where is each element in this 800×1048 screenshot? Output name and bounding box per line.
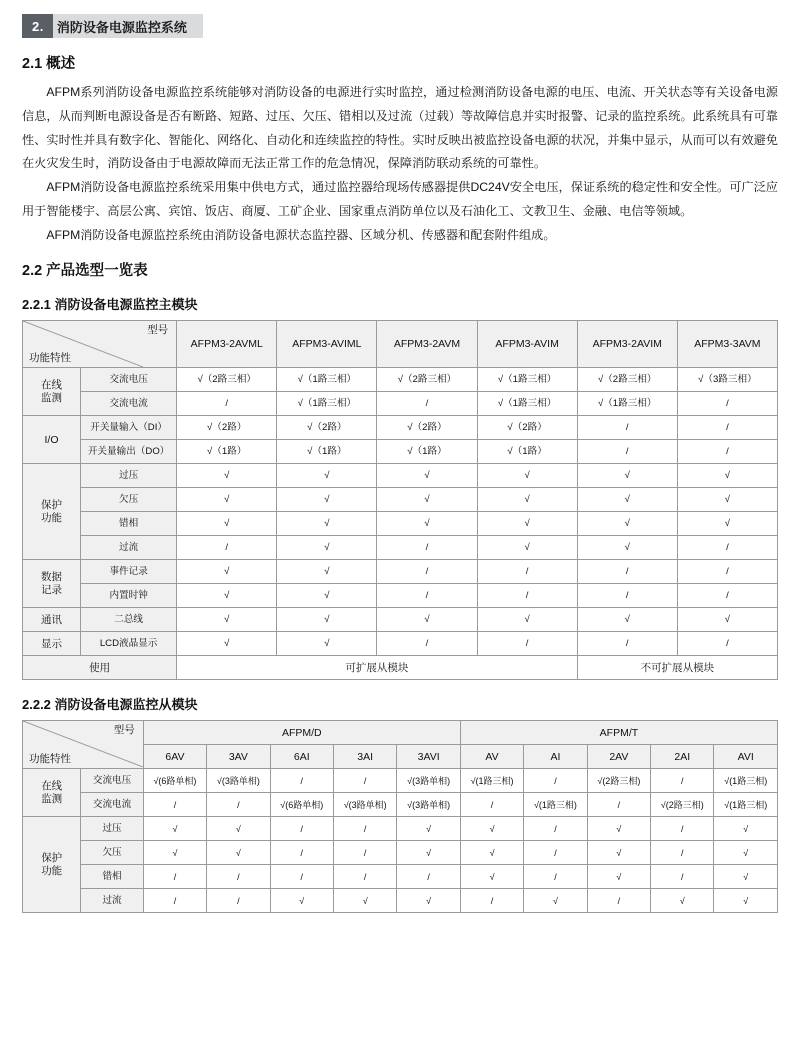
feature-value: √ (714, 889, 778, 913)
usage-value-left: 可扩展从模块 (177, 656, 578, 680)
feature-value: / (207, 889, 270, 913)
feature-value: / (524, 841, 587, 865)
table-row (23, 560, 778, 584)
model-column-header: 3AVI (397, 745, 460, 769)
feature-value: / (524, 865, 587, 889)
feature-label: 交流电压 (81, 368, 177, 392)
selection-heading: 2.2 产品选型一览表 (22, 263, 148, 280)
feature-value: √ (397, 841, 460, 865)
feature-value: √(2路三相) (651, 793, 714, 817)
feature-value: √ (207, 841, 270, 865)
feature-value: √ (277, 560, 377, 584)
feature-label: 过流 (81, 536, 177, 560)
feature-label: 欠压 (81, 841, 143, 865)
table-footer-row (23, 656, 778, 680)
feature-group-label: 在线 监测 (23, 769, 81, 817)
feature-label: LCD液晶显示 (81, 632, 177, 656)
feature-value: √ (460, 865, 523, 889)
feature-value: / (587, 793, 650, 817)
table-row (23, 608, 778, 632)
feature-value: √（2路三相） (577, 368, 677, 392)
feature-label: 欠压 (81, 488, 177, 512)
feature-value: √ (377, 488, 477, 512)
feature-value: / (677, 392, 777, 416)
model-column-header: 6AV (143, 745, 206, 769)
feature-value: √(6路单相) (143, 769, 206, 793)
feature-value: √（1路三相） (577, 392, 677, 416)
feature-value: / (577, 560, 677, 584)
feature-value: √ (651, 889, 714, 913)
feature-value: / (460, 793, 523, 817)
feature-value: / (377, 584, 477, 608)
feature-value: / (477, 560, 577, 584)
feature-value: √（1路） (177, 440, 277, 464)
feature-value: / (524, 769, 587, 793)
feature-label: 开关量输入（DI） (81, 416, 177, 440)
feature-value: √ (377, 512, 477, 536)
feature-value: √ (677, 488, 777, 512)
overview-heading: 2.1 概述 (22, 56, 76, 72)
family-header: AFPM/T (460, 721, 777, 745)
family-header: AFPM/D (143, 721, 460, 745)
table-row (23, 392, 778, 416)
feature-value: √(1路三相) (460, 769, 523, 793)
feature-value: / (677, 440, 777, 464)
main-module-table (22, 320, 778, 680)
feature-value: / (651, 817, 714, 841)
table-row (23, 488, 778, 512)
feature-value: / (270, 865, 333, 889)
feature-label: 错相 (81, 865, 143, 889)
table-header-row (23, 321, 778, 368)
table-row (23, 817, 778, 841)
feature-value: / (651, 865, 714, 889)
feature-value: √ (587, 841, 650, 865)
feature-value: √ (460, 841, 523, 865)
table-row (23, 889, 778, 913)
model-column-header: AFPM3-AVIM (477, 321, 577, 368)
feature-group-label: 保护 功能 (23, 817, 81, 913)
feature-value: / (143, 889, 206, 913)
usage-label: 使用 (23, 656, 177, 680)
feature-value: √ (477, 536, 577, 560)
table-row (23, 440, 778, 464)
feature-value: √ (177, 512, 277, 536)
feature-value: / (333, 841, 396, 865)
feature-value: √ (477, 464, 577, 488)
overview-paragraph-3: AFPM消防设备电源监控系统由消防设备电源状态监控器、区域分机、传感器和配套附件组成。 (46, 227, 556, 242)
feature-value: √ (677, 512, 777, 536)
chapter-header (22, 14, 778, 38)
feature-value: √ (577, 608, 677, 632)
table-row (23, 793, 778, 817)
feature-label: 过压 (81, 464, 177, 488)
feature-value: √（1路） (277, 440, 377, 464)
feature-value: √ (677, 464, 777, 488)
feature-value: √ (270, 889, 333, 913)
feature-label: 交流电流 (81, 793, 143, 817)
feature-value: / (477, 632, 577, 656)
feature-label: 开关量输出（DO） (81, 440, 177, 464)
table-row (23, 368, 778, 392)
feature-value: √ (207, 817, 270, 841)
feature-value: √（2路） (177, 416, 277, 440)
chapter-title: 消防设备电源监控系统 (53, 14, 203, 38)
feature-value: / (460, 889, 523, 913)
table-row (23, 512, 778, 536)
feature-value: √ (177, 584, 277, 608)
overview-paragraph-2: AFPM消防设备电源监控系统采用集中供电方式，通过监控器给现场传感器提供DC24V安全电压，保证系统的稳定性和安全性。可广泛应用于智能楼宇、高层公寓、宾馆、饭店、商厦、工矿企业、国家重点消防单位以及石油化工、文教卫生、金融、电信等领域。 (22, 180, 778, 218)
feature-value: √ (277, 608, 377, 632)
feature-value: / (677, 536, 777, 560)
model-column-header: AI (524, 745, 587, 769)
feature-value: √ (460, 817, 523, 841)
feature-value: √(2路三相) (587, 769, 650, 793)
feature-value: √(1路三相) (714, 793, 778, 817)
feature-value: √ (143, 817, 206, 841)
feature-value: / (577, 584, 677, 608)
feature-value: √ (277, 464, 377, 488)
feature-value: / (333, 817, 396, 841)
feature-value: √(1路三相) (714, 769, 778, 793)
feature-value: √ (277, 536, 377, 560)
feature-value: √ (177, 632, 277, 656)
feature-value: √ (277, 584, 377, 608)
table-row (23, 536, 778, 560)
feature-value: √ (277, 632, 377, 656)
sub-module-table (22, 720, 778, 913)
feature-value: √（2路） (477, 416, 577, 440)
feature-value: √(3路单相) (333, 793, 396, 817)
feature-value: √（1路） (477, 440, 577, 464)
feature-value: / (651, 769, 714, 793)
feature-value: √ (377, 464, 477, 488)
feature-value: / (577, 632, 677, 656)
feature-value: √ (577, 536, 677, 560)
feature-group-label: I/O (23, 416, 81, 464)
table-row (23, 632, 778, 656)
feature-label: 过压 (81, 817, 143, 841)
feature-value: / (677, 560, 777, 584)
feature-value: / (377, 632, 477, 656)
feature-value: √（1路三相） (477, 368, 577, 392)
feature-value: √（2路三相） (177, 368, 277, 392)
model-column-header: AVI (714, 745, 778, 769)
feature-value: / (207, 865, 270, 889)
feature-value: √ (477, 512, 577, 536)
feature-value: √ (177, 464, 277, 488)
table-header-row-family (23, 721, 778, 745)
model-column-header: AFPM3-2AVML (177, 321, 277, 368)
feature-value: / (177, 536, 277, 560)
feature-label: 交流电压 (81, 769, 143, 793)
table-corner-header: 型号 功能特性 (23, 721, 144, 769)
feature-value: √ (714, 817, 778, 841)
feature-value: √(3路单相) (397, 793, 460, 817)
feature-value: / (677, 632, 777, 656)
feature-value: √ (377, 608, 477, 632)
table-row (23, 865, 778, 889)
feature-value: √（1路） (377, 440, 477, 464)
feature-value: √(6路单相) (270, 793, 333, 817)
feature-label: 内置时钟 (81, 584, 177, 608)
model-column-header: AFPM3-2AVM (377, 321, 477, 368)
table-corner-header: 型号 功能特性 (23, 321, 177, 368)
model-column-header: 2AI (651, 745, 714, 769)
table-row (23, 584, 778, 608)
feature-group-label: 显示 (23, 632, 81, 656)
feature-value: √ (587, 817, 650, 841)
feature-value: / (207, 793, 270, 817)
main-module-heading: 2.2.1 消防设备电源监控主模块 (22, 297, 198, 313)
feature-label: 错相 (81, 512, 177, 536)
feature-value: √ (477, 488, 577, 512)
feature-value: √（1路三相） (277, 392, 377, 416)
feature-value: / (333, 865, 396, 889)
feature-value: / (577, 416, 677, 440)
feature-value: √(3路单相) (397, 769, 460, 793)
table-row (23, 769, 778, 793)
feature-value: / (587, 889, 650, 913)
sub-module-heading: 2.2.2 消防设备电源监控从模块 (22, 697, 198, 713)
feature-value: √ (714, 841, 778, 865)
feature-value: √ (714, 865, 778, 889)
model-column-header: 3AV (207, 745, 270, 769)
table-row (23, 464, 778, 488)
model-column-header: 6AI (270, 745, 333, 769)
feature-value: √（2路） (277, 416, 377, 440)
usage-value-right: 不可扩展从模块 (577, 656, 777, 680)
model-column-header: AV (460, 745, 523, 769)
feature-value: √ (333, 889, 396, 913)
chapter-number: 2. (22, 14, 53, 38)
feature-value: √ (477, 608, 577, 632)
feature-label: 交流电流 (81, 392, 177, 416)
table-row (23, 416, 778, 440)
feature-value: √(1路三相) (524, 793, 587, 817)
feature-value: / (270, 841, 333, 865)
feature-value: / (677, 584, 777, 608)
feature-value: / (143, 793, 206, 817)
feature-value: √ (577, 512, 677, 536)
model-column-header: 2AV (587, 745, 650, 769)
feature-value: / (377, 560, 477, 584)
feature-value: / (333, 769, 396, 793)
model-column-header: AFPM3-AVIML (277, 321, 377, 368)
feature-value: √（2路） (377, 416, 477, 440)
model-column-header: AFPM3-3AVM (677, 321, 777, 368)
feature-value: / (477, 584, 577, 608)
feature-value: / (577, 440, 677, 464)
feature-value: √（1路三相） (477, 392, 577, 416)
feature-value: √ (177, 560, 277, 584)
feature-group-label: 数据 记录 (23, 560, 81, 608)
feature-group-label: 在线 监测 (23, 368, 81, 416)
feature-value: / (651, 841, 714, 865)
feature-value: / (524, 817, 587, 841)
feature-value: √ (577, 464, 677, 488)
feature-value: √ (277, 488, 377, 512)
feature-value: √ (143, 841, 206, 865)
feature-value: √（2路三相） (377, 368, 477, 392)
feature-value: √ (177, 608, 277, 632)
feature-value: / (377, 392, 477, 416)
feature-label: 二总线 (81, 608, 177, 632)
feature-value: √ (397, 817, 460, 841)
feature-value: / (397, 865, 460, 889)
feature-value: √（1路三相） (277, 368, 377, 392)
overview-paragraph-1: AFPM系列消防设备电源监控系统能够对消防设备的电源进行实时监控，通过检测消防设备电源的电压、电流、开关状态等有关设备电源信息，从而判断电源设备是否有断路、短路、过压、欠压、错相以及过流（过载）等故障信息并实时报警、记录的监控系统。此系统具有可靠性、实时性并具有数字化、智能化、网络化、自动化和连续监控的特性。实时反映出被监控设备电源的状况，并集中显示，从而可以有效避免在火灾发生时，消防设备由于电源故障而无法正常工作的危急情况，保障消防联动系统的可靠性。 (22, 85, 778, 171)
table-row (23, 841, 778, 865)
feature-label: 过流 (81, 889, 143, 913)
feature-value: √(3路单相) (207, 769, 270, 793)
feature-value: √ (677, 608, 777, 632)
feature-group-label: 通讯 (23, 608, 81, 632)
feature-value: / (377, 536, 477, 560)
feature-value: √ (577, 488, 677, 512)
feature-value: / (143, 865, 206, 889)
feature-value: / (677, 416, 777, 440)
feature-value: / (270, 817, 333, 841)
feature-value: √ (397, 889, 460, 913)
feature-value: √ (277, 512, 377, 536)
model-column-header: 3AI (333, 745, 396, 769)
feature-value: / (270, 769, 333, 793)
feature-value: √ (177, 488, 277, 512)
feature-value: / (177, 392, 277, 416)
feature-group-label: 保护 功能 (23, 464, 81, 560)
feature-value: √ (524, 889, 587, 913)
feature-value: √ (587, 865, 650, 889)
model-column-header: AFPM3-2AVIM (577, 321, 677, 368)
feature-label: 事件记录 (81, 560, 177, 584)
feature-value: √（3路三相） (677, 368, 777, 392)
